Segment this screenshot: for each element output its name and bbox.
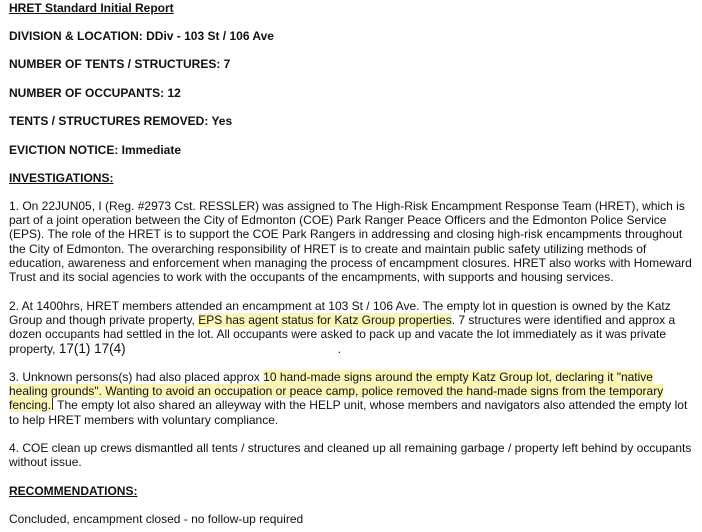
p2-highlight: EPS has agent status for Katz Group properties — [198, 313, 452, 328]
tents-count-field: NUMBER OF TENTS / STRUCTURES: 7 — [9, 57, 231, 71]
text-cursor — [52, 398, 53, 410]
occupants-count-field: NUMBER OF OCCUPANTS: 12 — [9, 86, 181, 100]
report-title: HRET Standard Initial Report — [9, 1, 174, 15]
p3-text-start: 3. Unknown persons(s) had also placed approx — [9, 370, 264, 384]
eviction-notice-field: EVICTION NOTICE: Immediate — [9, 143, 182, 157]
investigation-paragraph-1: 1. On 22JUN05, I (Reg. #2973 Cst. RESSLER) was assigned to The High-Risk Encampment Response Team (HRET), which is part of a joint operation between the City of Edmonton (COE) Park Ranger Peace Officers and the Edmonton Police Service (EPS). The role of the HRET is to support the COE Park Rangers in addressing and closing high-risk encampments throughout the City of Edmonton. The overarching responsibility of HRET is to create and maintain public safety utilizing methods of education, awareness and enforcement when managing the process of encampment closures. HRET also works with Homeward Trust and its social agencies to work with the occupants of the encampments, with supports and housing services. — [9, 199, 692, 285]
p3-text-end: The empty lot also shared an alleyway with the HELP unit, whose members and navigators also attended the empty lot to help HRET members with voluntary compliance. — [9, 398, 688, 427]
investigation-paragraph-4: 4. COE clean up crews dismantled all tents / structures and cleaned up all remaining garbage / property left behind by occupants without issue. — [9, 441, 692, 470]
division-location-field: DIVISION & LOCATION: DDiv - 103 St / 106 Ave — [9, 29, 274, 43]
p2-text-start: 2. At 1400hrs, HRET members attended an encampment at 103 St / 106 Ave. The empty lot in question is owned by the Katz Group and though private property, — [9, 299, 671, 328]
p2-redaction-code: 17(1) 17(4) — [58, 340, 126, 356]
p2-text-middle: . 7 structures were identified and approx a dozen occupants had settled in the lot. All occupants were asked to pack up and vacate the lot immediately as it was private property, — [9, 313, 676, 356]
p2-text-end: . — [337, 341, 341, 356]
investigation-paragraph-2 — [9, 299, 693, 356]
recommendations-heading: RECOMMENDATIONS: — [9, 484, 138, 498]
p3-highlight: 10 hand-made signs around the empty Katz Group lot, declaring it "native healing grounds". Wanting to avoid an occupation or peace camp, police removed the hand-made signs from the temporary fencing. — [9, 370, 664, 413]
structures-removed-field: TENTS / STRUCTURES REMOVED: Yes — [9, 114, 233, 128]
investigations-heading: INVESTIGATIONS: — [9, 171, 114, 185]
recommendations-text: Concluded, encampment closed - no follow-up required — [9, 512, 304, 526]
investigation-paragraph-3 — [9, 370, 693, 427]
